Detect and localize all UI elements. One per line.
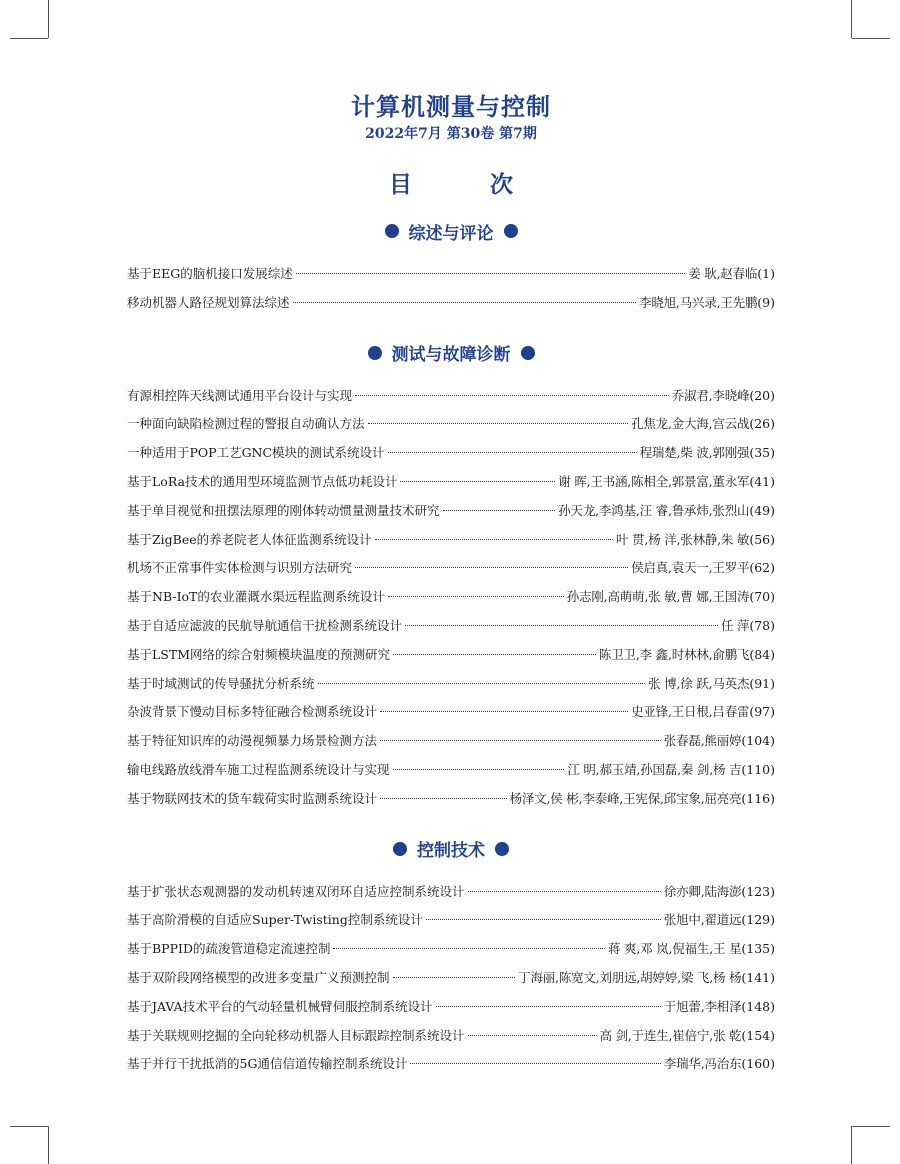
entry-authors: 任 萍 <box>720 617 750 633</box>
entry-authors: 杨泽文,侯 彬,李泰峰,王宪保,邱宝象,屈亮亮 <box>509 790 742 806</box>
journal-title: 计算机测量与控制 <box>351 93 551 121</box>
toc-entry[interactable] <box>127 756 775 785</box>
toc-entry[interactable] <box>127 583 775 612</box>
entry-title: 杂波背景下慢动目标多特征融合检测系统设计 <box>127 704 378 720</box>
toc-entry[interactable] <box>127 698 775 727</box>
entry-page: (20) <box>749 387 775 403</box>
section-title: 测试与故障诊断 <box>391 345 511 366</box>
entry-title: 基于NB-IoT的农业灌溉水渠远程监测系统设计 <box>127 589 385 605</box>
entry-title: 基于特征知识库的动漫视频暴力场景检测方法 <box>127 733 378 749</box>
toc-entry[interactable] <box>127 289 775 318</box>
dot-leader <box>393 654 596 655</box>
section-heading <box>127 836 775 862</box>
entry-title: 输电线路放线滑车施工过程监测系统设计与实现 <box>127 761 390 777</box>
toc-entry[interactable] <box>127 1022 775 1051</box>
bullet-dot-icon <box>504 224 518 238</box>
dot-leader <box>436 1006 661 1007</box>
entry-page: (56) <box>749 531 775 547</box>
entry-title: 基于自适应滤波的民航导航通信干扰检测系统设计 <box>127 617 403 633</box>
section-heading <box>127 340 775 366</box>
entry-page: (104) <box>741 733 775 749</box>
dot-leader <box>426 919 661 920</box>
entry-authors: 谢 晖,王书涵,陈相全,郭景富,董永军 <box>558 473 750 489</box>
dot-leader <box>318 683 646 684</box>
entry-page: (154) <box>741 1027 775 1043</box>
toc-entry[interactable] <box>127 439 775 468</box>
dot-leader <box>296 273 685 274</box>
entry-title: 一种面向缺陷检测过程的警报自动确认方法 <box>127 416 365 432</box>
dot-leader <box>380 740 661 741</box>
entry-authors: 程瑞楚,柴 波,郭刚强 <box>639 445 750 461</box>
entry-page: (62) <box>749 560 775 576</box>
entry-title: 基于物联网技术的货车载荷实时监测系统设计 <box>127 790 378 806</box>
crop-mark-top-left <box>10 38 48 39</box>
entry-authors: 孔焦龙,金大海,宫云战 <box>631 416 750 432</box>
toc-entry[interactable] <box>127 410 775 439</box>
entry-title: 基于扩张状态观测器的发动机转速双闭环自适应控制系统设计 <box>127 883 465 899</box>
entry-authors: 于旭蕾,李相泽 <box>663 998 742 1014</box>
dot-leader <box>443 510 556 511</box>
entry-page: (148) <box>741 998 775 1014</box>
entry-title: 基于双阶段网络模型的改进多变量广义预测控制 <box>127 969 390 985</box>
section-review <box>127 218 775 318</box>
table-of-contents-page <box>127 92 775 1079</box>
toc-entry[interactable] <box>127 935 775 964</box>
dot-leader <box>468 891 661 892</box>
contents-heading: 目 次 <box>388 172 535 198</box>
bullet-dot-icon <box>368 346 382 360</box>
dot-leader <box>380 711 628 712</box>
entry-page: (97) <box>749 704 775 720</box>
dot-leader <box>468 1035 597 1036</box>
entry-authors: 陈卫卫,李 鑫,时林林,俞鹏飞 <box>598 646 750 662</box>
toc-entry[interactable] <box>127 878 775 907</box>
entry-title: 机场不正常事件实体检测与识别方法研究 <box>127 560 353 576</box>
entry-title: 基于LSTM网络的综合射频模块温度的预测研究 <box>127 646 391 662</box>
entry-title: 基于LoRa技术的通用型环境监测节点低功耗设计 <box>127 473 398 489</box>
entry-authors: 张春磊,熊丽婷 <box>663 733 742 749</box>
entry-authors: 张旭中,翟道远 <box>663 912 742 928</box>
dot-leader <box>388 452 637 453</box>
crop-mark-bottom-left <box>10 1126 48 1127</box>
entry-title: 一种适用于POP工艺GNC模块的测试系统设计 <box>127 445 385 461</box>
entry-authors: 姜 耿,赵春临 <box>688 266 758 281</box>
entry-title: 基于JAVA技术平台的气动轻量机械臂伺服控制系统设计 <box>127 998 433 1014</box>
issue-line: 2022年7月 第30卷 第7期 <box>365 126 537 142</box>
entry-authors: 李瑞华,冯治东 <box>663 1056 742 1072</box>
entry-title: 基于单目视觉和扭摆法原理的刚体转动惯量测量技术研究 <box>127 502 440 518</box>
entry-list <box>127 260 775 318</box>
section-testing-diagnosis <box>127 340 775 814</box>
dot-leader <box>355 395 669 396</box>
toc-entry[interactable] <box>127 1050 775 1079</box>
entry-title: 基于并行干扰抵消的5G通信信道传输控制系统设计 <box>127 1056 408 1072</box>
dot-leader <box>388 596 564 597</box>
section-title: 控制技术 <box>417 841 485 862</box>
entry-authors: 丁海丽,陈宽文,刘朋远,胡婷婷,梁 飞,杨 杨 <box>518 969 742 985</box>
entry-page: (41) <box>749 473 775 489</box>
bullet-dot-icon <box>521 346 535 360</box>
entry-authors: 江 明,郝玉靖,孙国磊,秦 剑,杨 吉 <box>567 761 742 777</box>
entry-authors: 张 博,徐 跃,马英杰 <box>648 675 750 691</box>
section-title: 综述与评论 <box>408 223 494 244</box>
bullet-dot-icon <box>385 224 399 238</box>
dot-leader <box>375 539 613 540</box>
entry-authors: 侯启真,袁天一,王罗平 <box>631 560 750 576</box>
entry-page: (35) <box>749 445 775 461</box>
entry-authors: 李晓旭,马兴录,王先鹏 <box>639 294 758 310</box>
entry-page: (141) <box>741 969 775 985</box>
dot-leader <box>293 302 637 303</box>
entry-page: (78) <box>749 617 775 633</box>
toc-entry[interactable] <box>127 468 775 497</box>
entry-authors: 徐亦卿,陆海澎 <box>663 883 742 899</box>
crop-mark-top-left <box>48 0 49 38</box>
toc-entry[interactable] <box>127 670 775 699</box>
dot-leader <box>333 948 605 949</box>
bullet-dot-icon <box>495 842 509 856</box>
crop-mark-bottom-right <box>852 1126 890 1127</box>
entry-page: (91) <box>749 675 775 691</box>
dot-leader <box>405 625 718 626</box>
crop-mark-bottom-right <box>851 1126 852 1164</box>
entry-title: 基于EEG的脑机接口发展综述 <box>127 266 293 281</box>
dot-leader <box>355 567 628 568</box>
dot-leader <box>393 769 565 770</box>
entry-page: (9) <box>757 294 775 310</box>
entry-authors: 蒋 爽,邓 岚,倪福生,王 星 <box>608 941 742 957</box>
entry-page: (129) <box>741 912 775 928</box>
toc-entry[interactable] <box>127 964 775 993</box>
toc-entry[interactable] <box>127 382 775 411</box>
entry-page: (49) <box>749 502 775 518</box>
section-control-technology <box>127 836 775 1080</box>
entry-page: (110) <box>741 761 775 777</box>
entry-authors: 孙志刚,高萌萌,张 敏,曹 娜,王国涛 <box>566 589 750 605</box>
section-heading <box>127 218 775 244</box>
dot-leader <box>400 481 555 482</box>
entry-title: 基于时域测试的传导骚扰分析系统 <box>127 675 315 691</box>
entry-authors: 叶 贯,杨 洋,张林静,朱 敏 <box>615 531 750 547</box>
entry-authors: 史亚锋,王日根,吕春雷 <box>631 704 750 720</box>
entry-title: 移动机器人路径规划算法综述 <box>127 294 290 310</box>
dot-leader <box>393 977 516 978</box>
dot-leader <box>368 423 629 424</box>
toc-entry[interactable] <box>127 785 775 814</box>
bullet-dot-icon <box>393 842 407 856</box>
crop-mark-top-right <box>852 38 890 39</box>
dot-leader <box>410 1063 660 1064</box>
entry-list <box>127 382 775 814</box>
toc-entry[interactable] <box>127 554 775 583</box>
entry-page: (84) <box>749 646 775 662</box>
entry-list <box>127 878 775 1080</box>
toc-entry[interactable] <box>127 497 775 526</box>
entry-title: 有源相控阵天线测试通用平台设计与实现 <box>127 387 353 403</box>
entry-title: 基于高阶滑模的自适应Super-Twisting控制系统设计 <box>127 912 423 928</box>
toc-entry[interactable] <box>127 993 775 1022</box>
entry-authors: 高 剑,于连生,崔倍宁,张 乾 <box>599 1027 742 1043</box>
entry-title: 基于关联规则挖掘的全向轮移动机器人目标跟踪控制系统设计 <box>127 1027 465 1043</box>
toc-entry[interactable] <box>127 641 775 670</box>
entry-authors: 乔淑君,李晓峰 <box>671 387 750 403</box>
crop-mark-bottom-left <box>48 1126 49 1164</box>
dot-leader <box>380 798 507 799</box>
entry-page: (160) <box>741 1056 775 1072</box>
entry-title: 基于BPPID的疏浚管道稳定流速控制 <box>127 941 331 957</box>
entry-title: 基于ZigBee的养老院老人体征监测系统设计 <box>127 531 372 547</box>
entry-page: (1) <box>757 266 775 281</box>
toc-entry[interactable] <box>127 727 775 756</box>
entry-page: (70) <box>749 589 775 605</box>
toc-entry[interactable] <box>127 526 775 555</box>
crop-mark-top-right <box>851 0 852 38</box>
entry-page: (123) <box>741 883 775 899</box>
toc-entry[interactable] <box>127 906 775 935</box>
entry-authors: 孙天龙,李鸿基,汪 睿,鲁承炜,张烈山 <box>558 502 750 518</box>
toc-entry[interactable] <box>127 612 775 641</box>
entry-page: (116) <box>741 790 775 806</box>
entry-page: (135) <box>741 941 775 957</box>
toc-entry[interactable] <box>127 260 775 289</box>
entry-page: (26) <box>749 416 775 432</box>
